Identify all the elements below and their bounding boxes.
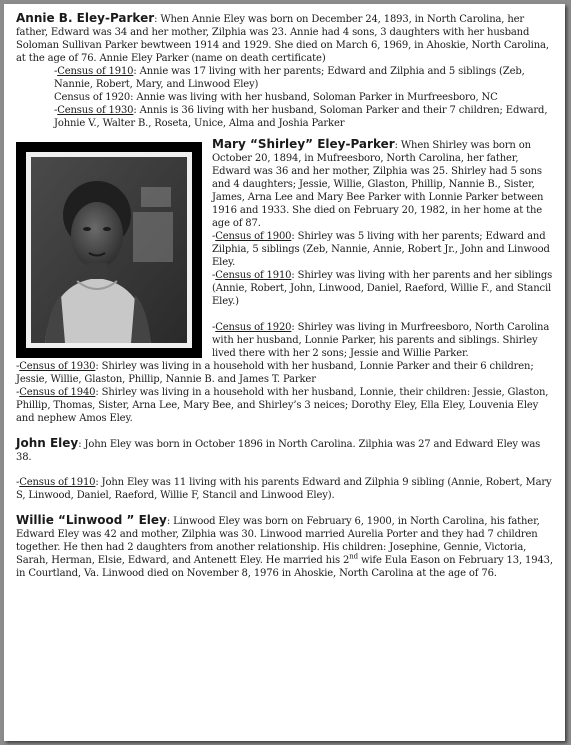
annie-census-1920: Census of 1920: Annie was living with her husband, Soloman Parker in Murfreesboro, NC <box>54 92 498 103</box>
willie-name: Willie “Linwood ” Eley <box>16 513 167 527</box>
shirley-name: Mary “Shirley” Eley-Parker <box>212 137 395 151</box>
shirley-census-1940: -Census of 1940: Shirley was living in a household with her husband, Lonnie, their children: Jessie, Glaston, Phillip, Thomas, Sister, Arna Lee, Mary Bee, and Shirley’s 3 neices; Dorothy Eley, Ella Eley, Louvenia Eley and nephew Amos Eley. <box>16 387 549 424</box>
annie-census-1910-label: Census of 1910 <box>57 66 134 77</box>
shirley-census-1910-text: : Shirley was living with her parents and her siblings (Annie, Robert, John, Linwood, Daniel, Raeford, Willie F., and Stancil Eley.) <box>212 270 553 307</box>
shirley-census-1900-label: Census of 1900 <box>215 231 292 242</box>
shirley-census-1920: -Census of 1920: Shirley was living in Murfreesboro, North Carolina with her husband, Lonnie Parker, his parents and siblings. Shirley lived there with her 2 sons; Jessie and Willie Parker. <box>212 322 550 359</box>
shirley-bio-text: : When Shirley was born on October 20, 1894, in Mufreesboro, North Carolina, her father, Edward was 36 and her mother, Zilphia was 25. Shirley had 5 sons and 4 daughters; Jessie, Willie, Glaston, Phillip, Nannie B., Sister, James, Arna Lee and Mary Bee Parker with Lonnie Parker between 1916 and 1933. She died on February 20, 1982, in her home at the age of 87. <box>212 140 544 229</box>
shirley-census-1940-text: : Shirley was living in a household with her husband, Lonnie, their children: Jessie, Glaston, Phillip, Thomas, Sister, Arna Lee, Mary Bee, and Shirley’s 3 neices; Dorothy Eley, Ella Eley, Louvenia Eley and nephew Amos Eley. <box>16 387 549 424</box>
annie-bio-text: : When Annie Eley was born on December 24, 1893, in North Carolina, her father, Edward was 34 and her mother, Zilphia was 23. Annie had 4 sons, 3 daughters with her husband Soloman Sullivan Parker bewtween 1914 and 1929. She died on March 6, 1969, in Ahoskie, North Carolina, at the age of 76. Annie Eley Parker (name on death certificate) <box>16 14 549 64</box>
willie-bio <box>16 514 555 580</box>
willie-bio-text-2: wife Eula Eason on February 13, 1943, in Courtland, Va. Linwood died on November 8, 1976 in Ahoskie, North Carolina at the age of 76. <box>16 555 553 579</box>
john-census-1910: -Census of 1910: John Eley was 11 living with his parents Edward and Zilphia 9 sibling (Annie, Robert, Mary S, Linwood, Daniel, Raeford, Willie F, Stancil and Linwood Eley). <box>16 477 552 501</box>
shirley-census-1920-label: Census of 1920 <box>215 322 292 333</box>
shirley-section <box>16 138 555 425</box>
john-census-1910-text: : John Eley was 11 living with his parents Edward and Zilphia 9 sibling (Annie, Robert, Mary S, Linwood, Daniel, Raeford, Willie F, Stancil and Linwood Eley). <box>16 477 552 501</box>
shirley-portrait-photo <box>16 142 202 358</box>
shirley-census-1930-label: Census of 1930 <box>19 361 96 372</box>
annie-census-1910-text: : Annie was 17 living with her parents; Edward and Zilphia and 5 siblings (Zeb, Nannie, Robert, Mary, and Linwood Eley) <box>54 66 525 90</box>
john-section <box>16 437 555 502</box>
willie-bio-superscript: nd <box>349 552 358 561</box>
shirley-census-1940-label: Census of 1940 <box>19 387 96 398</box>
willie-section <box>16 514 555 580</box>
annie-census-1930: -Census of 1930: Annis is 36 living with her husband, Soloman Parker and their 7 children; Edward, Johnie V., Walter B., Roseta, Unice, Alma and Joshia Parker <box>54 105 548 129</box>
willie-bio-text-1: : Linwood Eley was born on February 6, 1900, in North Carolina, his father, Edward Eley was 42 and mother, Zilphia was 30. Linwood married Aurelia Porter and they had 7 children together. He then had 2 daughters from another relationship. His children: Josephine, Gennie, Victoria, Sarah, Herman, Elsie, Edward, and Antenett Eley. He married his 2 <box>16 516 540 566</box>
shirley-census-1930: -Census of 1930: Shirley was living in a household with her husband, Lonnie Parker and their 6 children; Jessie, Willie, Glaston, Phillip, Nannie B. and James T. Parker <box>16 361 534 385</box>
shirley-census-1920-text: : Shirley was living in Murfreesboro, North Carolina with her husband, Lonnie Parker, his parents and siblings. Shirley lived there with her 2 sons; Jessie and Willie Parker. <box>212 322 550 359</box>
john-bio-text: : John Eley was born in October 1896 in North Carolina. Zilphia was 27 and Edward Eley was 38. <box>16 439 541 463</box>
shirley-census-1910-label: Census of 1910 <box>215 270 292 281</box>
annie-census-1930-text: : Annis is 36 living with her husband, Soloman Parker and their 7 children; Edward, Johnie V., Walter B., Roseta, Unice, Alma and Joshia Parker <box>54 105 548 129</box>
annie-section <box>16 12 555 130</box>
document-page <box>4 4 565 741</box>
annie-name: Annie B. Eley-Parker <box>16 11 155 25</box>
john-census-1910-label: Census of 1910 <box>19 477 96 488</box>
annie-census-1910: -Census of 1910: Annie was 17 living with her parents; Edward and Zilphia and 5 siblings (Zeb, Nannie, Robert, Mary, and Linwood Eley) <box>54 66 525 90</box>
john-name: John Eley <box>16 436 79 450</box>
shirley-census-1900: -Census of 1900: Shirley was 5 living with her parents; Edward and Zilphia, 5 siblings (Zeb, Nannie, Annie, Robert Jr., John and Linwood Eley. <box>212 231 550 268</box>
shirley-census-1900-text: : Shirley was 5 living with her parents; Edward and Zilphia, 5 siblings (Zeb, Nannie, Annie, Robert Jr., John and Linwood Eley. <box>212 231 550 268</box>
john-bio <box>16 437 555 464</box>
shirley-census-1910: -Census of 1910: Shirley was living with her parents and her siblings (Annie, Robert, John, Linwood, Daniel, Raeford, Willie F., and Stancil Eley.) <box>212 270 553 307</box>
portrait-image <box>31 157 187 343</box>
shirley-census-1930-text: : Shirley was living in a household with her husband, Lonnie Parker and their 6 children; Jessie, Willie, Glaston, Phillip, Nannie B. and James T. Parker <box>16 361 534 385</box>
annie-census-1930-label: Census of 1930 <box>57 105 134 116</box>
annie-bio <box>16 12 555 65</box>
